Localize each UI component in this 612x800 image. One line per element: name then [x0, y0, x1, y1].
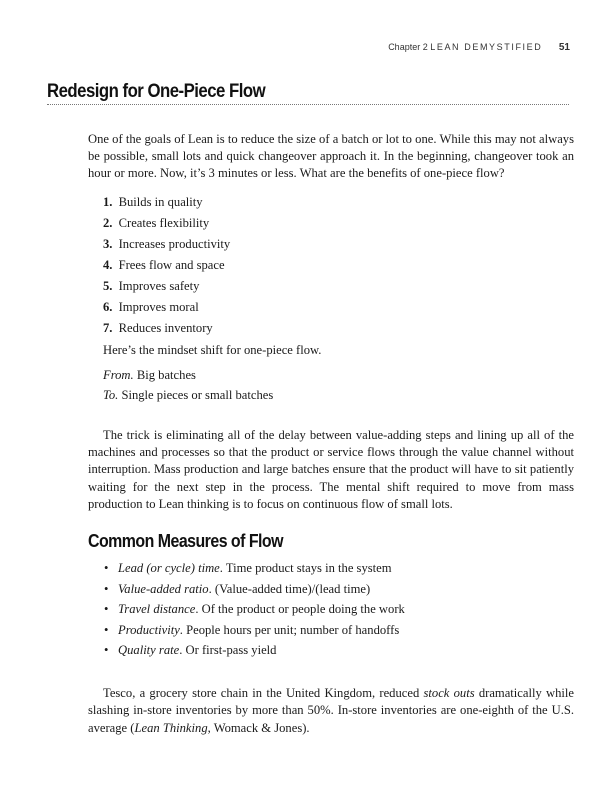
list-item	[103, 213, 230, 234]
measure-sep: .	[208, 581, 212, 596]
bullet-icon: •	[104, 561, 109, 575]
measure-sep: .	[195, 602, 199, 617]
list-item	[103, 297, 230, 318]
list-item	[104, 558, 405, 579]
measure-desc: (Value-added time)/(lead time)	[211, 581, 371, 596]
measure-desc: Time product stays in the system	[222, 561, 392, 575]
measure-sep: .	[219, 561, 223, 575]
list-number: 2.	[103, 216, 113, 230]
section-heading-measures: Common Measures of Flow	[88, 530, 283, 551]
section-heading-redesign: Redesign for One-Piece Flow	[47, 80, 266, 102]
bullet-icon: •	[104, 581, 109, 596]
list-text: Frees flow and space	[118, 258, 225, 272]
list-item	[103, 255, 230, 276]
paragraph-text: , Womack & Jones).	[207, 721, 310, 736]
list-item	[104, 579, 405, 600]
list-item	[103, 192, 230, 213]
measure-term: Value-added ratio	[118, 581, 209, 596]
list-text: Reduces inventory	[118, 321, 213, 335]
measure-desc: Or first-pass yield	[182, 643, 277, 658]
intro-paragraph: One of the goals of Lean is to reduce the size of a batch or lot to one. While this may not always be possible, small lots and quick changeover approach it. In the beginning, changeover took an hour or more. Now, it’s 3 minutes or less. What are the benefits of one-piece flow?	[88, 131, 574, 181]
measure-desc: People hours per unit; number of handoffs	[182, 622, 400, 637]
list-item	[104, 640, 405, 661]
book-title: LEAN DEMYSTIFIED	[430, 42, 543, 52]
measure-sep: .	[179, 622, 183, 637]
list-number: 4.	[103, 258, 113, 272]
list-item	[104, 599, 405, 620]
list-text: Increases productivity	[118, 237, 231, 251]
measure-term: Travel distance	[118, 602, 196, 617]
list-text: Creates flexibility	[118, 216, 210, 230]
paragraph-text: dramatically while slashing in-store inventories by more than 50%. In-store inventories are one-eighth of the U.S. average (	[88, 685, 574, 736]
list-number: 1.	[103, 195, 113, 209]
running-header	[388, 42, 570, 53]
to-line	[103, 388, 273, 403]
from-text: Big batches	[136, 368, 196, 382]
from-line	[103, 368, 196, 383]
list-text: Improves safety	[118, 279, 200, 293]
to-text: Single pieces or small batches	[121, 388, 274, 402]
measure-desc: Of the product or people doing the work	[198, 602, 405, 617]
mindset-line: Here’s the mindset shift for one-piece flow.	[103, 343, 322, 357]
flow-paragraph: The trick is eliminating all of the delay between value-adding steps and lining up all of the machines and processes so that the product or service flows through the value channel without interruption. Mass production and large batches ensure that the product will have to sit patiently waiting for the next step in the process. The mental shift required to move from mass production to Lean thinking is to focus on continuous flow of small lots.	[88, 427, 574, 512]
list-item	[103, 234, 230, 255]
list-item	[104, 620, 405, 641]
list-number: 3.	[103, 237, 113, 251]
to-label: To.	[103, 388, 119, 402]
book-citation: Lean Thinking	[134, 721, 208, 736]
page-number: 51	[558, 42, 570, 53]
benefits-list	[103, 192, 230, 339]
bullet-icon: •	[104, 622, 109, 637]
measure-term: Lead (or cycle) time	[118, 561, 220, 575]
paragraph-text: Tesco, a grocery store chain in the United Kingdom, reduced	[103, 685, 424, 700]
tesco-paragraph	[88, 685, 574, 738]
list-number: 6.	[103, 300, 113, 314]
chapter-label: Chapter 2	[388, 42, 428, 52]
bullet-icon: •	[104, 602, 109, 617]
list-number: 7.	[103, 321, 113, 335]
list-text: Builds in quality	[118, 195, 203, 209]
from-label: From.	[103, 368, 134, 382]
heading-divider	[47, 104, 569, 105]
list-text: Improves moral	[118, 300, 199, 314]
measures-list	[104, 558, 405, 661]
measure-term: Productivity	[118, 622, 180, 637]
emphasis-stock-outs: stock outs	[423, 685, 475, 700]
list-item	[103, 276, 230, 297]
list-item	[103, 318, 230, 339]
bullet-icon: •	[104, 643, 109, 658]
measure-term: Quality rate	[118, 643, 180, 658]
list-number: 5.	[103, 279, 113, 293]
measure-sep: .	[179, 643, 183, 658]
